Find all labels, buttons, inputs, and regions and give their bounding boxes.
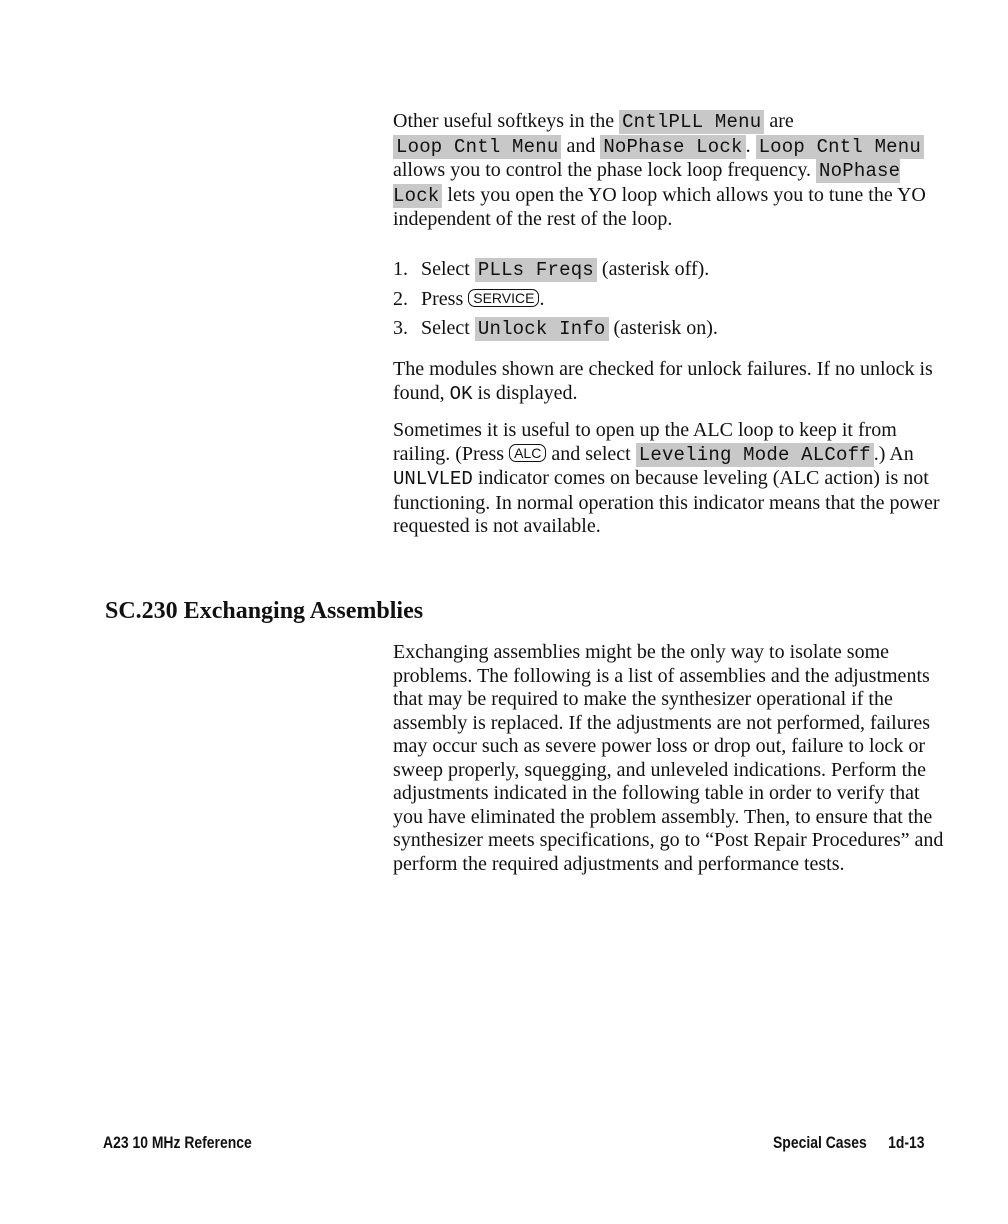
- step-1: [393, 258, 718, 288]
- exchanging-paragraph: [393, 641, 953, 876]
- text: indicator comes on because leveling (ALC action) is not functioning. In normal operation this indicator means that the power requested is not available.: [393, 467, 940, 537]
- text: allows you to control the phase lock loop frequency.: [393, 159, 812, 181]
- text: and select: [546, 442, 636, 465]
- step-text: (asterisk off).: [596, 258, 710, 280]
- section-heading: SC.230 Exchanging Assemblies: [105, 598, 424, 624]
- alc-paragraph: [393, 419, 953, 539]
- softkey-leveling-mode-alcoff: Leveling Mode ALCoff: [636, 443, 874, 467]
- step-text: Select: [421, 317, 475, 339]
- service-key: SERVICE: [468, 289, 539, 307]
- text: and: [561, 134, 601, 157]
- text: The modules shown are checked for unlock failures. If no unlock is found,: [393, 358, 933, 404]
- text: Sometimes it is useful to open up the ALC loop to keep it from railing. (Press: [393, 419, 897, 465]
- procedure-steps: [393, 258, 718, 347]
- text: are: [764, 110, 794, 132]
- step-number: 1.: [393, 258, 408, 280]
- footer-section-name: A23 10 MHz Reference: [103, 1133, 252, 1152]
- step-text: .: [539, 287, 545, 310]
- text: Other useful softkeys in the: [393, 110, 620, 132]
- softkey-loop-cntl-menu: Loop Cntl Menu: [393, 135, 561, 159]
- softkey-plls-freqs: PLLs Freqs: [475, 258, 597, 282]
- softkeys-paragraph: [393, 110, 953, 232]
- section-body: Exchanging assemblies might be the only way to isolate some problems. The following is a list of assemblies and the adjustments that may be required to make the synthesizer operational if the assembly is replaced. If the adjustments are not performed, failures may occur such as severe power loss or drop out, failure to lock or sweep properly, squegging, and unleveled indications. Perform the adjustments indicated in the following table in order to verify that you have eliminated the problem assembly. Then, to ensure that the synthesizer meets specifications, go to “Post Repair Procedures” and perform the required adjustments and performance tests.: [393, 641, 944, 875]
- softkey-nophase-lock-2: NoPhase Lock: [393, 160, 901, 207]
- step-text: (asterisk on).: [608, 317, 718, 339]
- softkey-unlock-info: Unlock Info: [475, 317, 609, 341]
- step-number: 3.: [393, 317, 408, 339]
- step-text: Press: [421, 287, 469, 310]
- footer-page-info: [773, 1133, 925, 1153]
- softkey-nophase-lock: NoPhase Lock: [600, 135, 745, 159]
- modules-paragraph: [393, 358, 953, 406]
- text: .: [745, 134, 756, 157]
- unlvled-code: UNLVLED: [393, 468, 473, 490]
- footer-chapter: Special Cases: [773, 1133, 867, 1152]
- alc-key: ALC: [509, 444, 546, 462]
- text: .) An: [873, 442, 914, 465]
- text: lets you open the YO loop which allows you to tune the YO independent of the rest of the loop.: [393, 183, 926, 230]
- softkey-cntlpll-menu: CntlPLL Menu: [619, 110, 764, 134]
- step-3: [393, 317, 718, 347]
- text: is displayed.: [472, 381, 578, 404]
- step-number: 2.: [393, 287, 408, 310]
- step-2: [393, 288, 718, 318]
- step-text: Select: [421, 258, 475, 280]
- softkey-loop-cntl-menu-2: Loop Cntl Menu: [756, 135, 924, 159]
- page-number: 1d-13: [888, 1133, 925, 1152]
- ok-code: OK: [449, 382, 473, 405]
